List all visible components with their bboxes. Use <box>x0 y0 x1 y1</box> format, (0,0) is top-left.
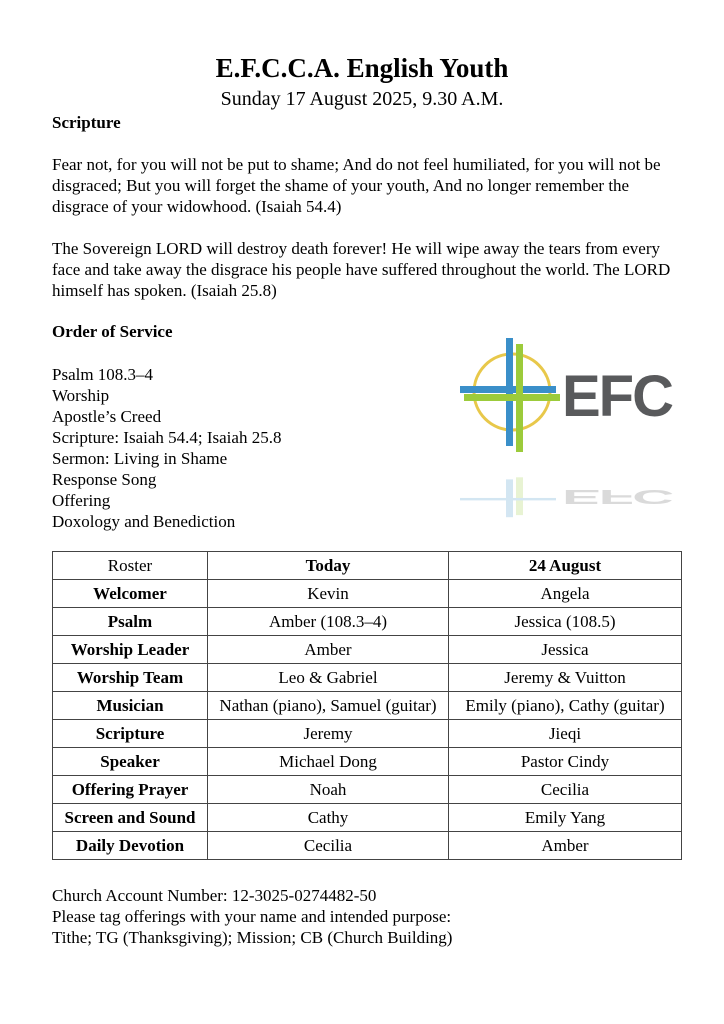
table-header-row <box>53 552 682 580</box>
table-row <box>53 776 682 804</box>
table-row <box>53 720 682 748</box>
roster-today: Kevin <box>208 580 449 608</box>
table-row <box>53 580 682 608</box>
service-item: Worship <box>52 386 110 405</box>
svg-text:EFC: EFC <box>562 364 672 429</box>
roster-role: Musician <box>53 692 208 720</box>
roster-next: Amber <box>449 832 682 860</box>
service-item: Offering <box>52 491 111 510</box>
table-row <box>53 692 682 720</box>
table-row <box>53 748 682 776</box>
roster-today: Michael Dong <box>208 748 449 776</box>
footer-notes <box>52 885 452 948</box>
roster-role: Daily Devotion <box>53 832 208 860</box>
service-item: Psalm 108.3–4 <box>52 365 154 384</box>
roster-role: Screen and Sound <box>53 804 208 832</box>
roster-next: Jessica (108.5) <box>449 608 682 636</box>
order-of-service-heading: Order of Service <box>52 322 173 341</box>
roster-role: Offering Prayer <box>53 776 208 804</box>
scripture-passage: Fear not, for you will not be put to shame; And do not feel humiliated, for you will not be disgraced; But you will forget the shame of your youth, And no longer remember the disgrace of your widowhood. (Isaiah 54.4) <box>52 155 661 216</box>
offering-note: Please tag offerings with your name and intended purpose: <box>52 907 452 926</box>
roster-role: Worship Team <box>53 664 208 692</box>
roster-today: Amber (108.3–4) <box>208 608 449 636</box>
page-title: E.F.C.C.A. English Youth <box>215 53 509 83</box>
roster-role: Psalm <box>53 608 208 636</box>
roster-next: Emily Yang <box>449 804 682 832</box>
service-item: Sermon: Living in Shame <box>52 449 228 468</box>
roster-next: Angela <box>449 580 682 608</box>
service-item: Apostle’s Creed <box>52 407 162 426</box>
column-header: Today <box>208 552 449 580</box>
table-row <box>53 636 682 664</box>
table-row <box>53 804 682 832</box>
efc-logo <box>420 330 700 508</box>
roster-table <box>52 551 682 860</box>
roster-today: Noah <box>208 776 449 804</box>
roster-today: Cathy <box>208 804 449 832</box>
roster-next: Emily (piano), Cathy (guitar) <box>449 692 682 720</box>
roster-today: Amber <box>208 636 449 664</box>
offering-categories: Tithe; TG (Thanksgiving); Mission; CB (Church Building) <box>52 928 453 947</box>
service-item: Doxology and Benediction <box>52 512 236 531</box>
service-item: Scripture: Isaiah 54.4; Isaiah 25.8 <box>52 428 282 447</box>
table-row <box>53 664 682 692</box>
table-row <box>53 608 682 636</box>
roster-today: Nathan (piano), Samuel (guitar) <box>208 692 449 720</box>
service-item: Response Song <box>52 470 157 489</box>
roster-role: Worship Leader <box>53 636 208 664</box>
column-header: 24 August <box>449 552 682 580</box>
roster-next: Pastor Cindy <box>449 748 682 776</box>
service-date: Sunday 17 August 2025, 9.30 A.M. <box>220 88 504 110</box>
order-of-service-list <box>52 364 281 532</box>
roster-role: Welcomer <box>53 580 208 608</box>
roster-next: Jeremy & Vuitton <box>449 664 682 692</box>
svg-text:EFC: EFC <box>562 485 672 508</box>
roster-next: Jieqi <box>449 720 682 748</box>
roster-next: Cecilia <box>449 776 682 804</box>
roster-next: Jessica <box>449 636 682 664</box>
table-row <box>53 832 682 860</box>
roster-role: Speaker <box>53 748 208 776</box>
roster-today: Jeremy <box>208 720 449 748</box>
roster-today: Cecilia <box>208 832 449 860</box>
scripture-heading: Scripture <box>52 113 121 132</box>
account-number: Church Account Number: 12-3025-0274482-50 <box>52 886 377 905</box>
scripture-passage: The Sovereign LORD will destroy death forever! He will wipe away the tears from every face and take away the disgrace his people have suffered throughout the world. The LORD himself has spoken. (Isaiah 25.8) <box>52 239 671 300</box>
roster-role: Scripture <box>53 720 208 748</box>
roster-today: Leo & Gabriel <box>208 664 449 692</box>
column-header: Roster <box>53 552 208 580</box>
